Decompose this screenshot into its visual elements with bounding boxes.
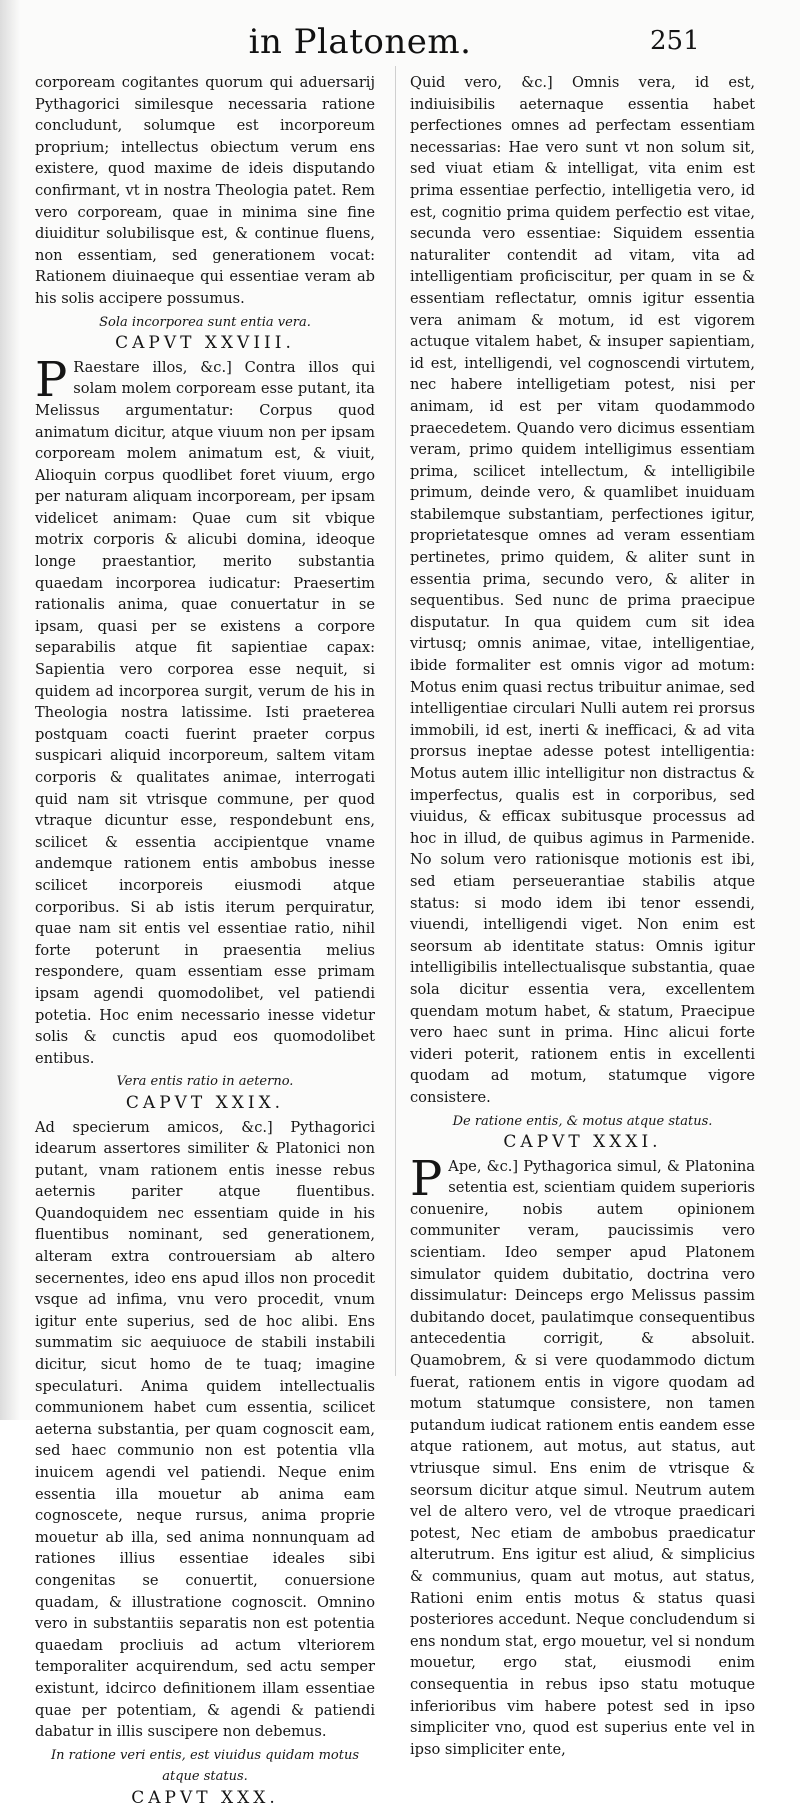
heading-caput-30: CAPVT XXX. bbox=[131, 1787, 279, 1808]
heading-caput-31: CAPVT XXXI. bbox=[503, 1132, 662, 1153]
page-gutter-shadow bbox=[0, 0, 20, 1420]
rubric-caput-31: De ratione entis, & motus atque status. bbox=[452, 1113, 713, 1129]
rubric-caput-28: Sola incorporea sunt entia vera. bbox=[99, 314, 311, 330]
column-divider bbox=[395, 66, 396, 1376]
heading-caput-28: CAPVT XXVIII. bbox=[115, 333, 295, 354]
running-title: in Platonem. bbox=[248, 22, 472, 62]
drop-cap-28: P bbox=[35, 351, 68, 408]
right-paragraph-2 bbox=[410, 1150, 755, 1761]
rubric-caput-29: Vera entis ratio in aeterno. bbox=[116, 1074, 294, 1090]
left-paragraph-3: Ad specierum amicos, &c.] Pythagorici idearum assertores similiter & Platonici non putant, vnam rationem entis inesse rebus aeternis pariter atque fluentibus. Quandoquidem nec essentiam quide in his fluentibus nominant, sed generationem, alteram extra controuersiam ab altero secernentes, ideo ens apud illos non procedit vsque ad infima, vnu vero procedit, vnum igitur ente superius, sed de hoc alibi. Ens summatim sic aequiuoce de stabili instabili dicitur, sicut homo de te tuaq; imagine speculaturi. Anima quidem intellectualis communionem habet cum essentia, scilicet aeterna substantia, per quam cognoscit eam, sed haec communio non est potentia vlla inuicem agendi vel patiendi. Neque enim essentia illa mouetur ab anima eam cognoscete, neque rursus, anima proprie mouetur ab illa, sed anima nonnunquam ad rationes illius essentiae ideales sibi congenitas se conuertit, conuersione quadam, & illustratione cognoscit. Omnino vero in substantiis separatis non est potentia quaedam procliuis ad actum vlteriorem temporaliter acquirendum, sed actu semper existunt, idcirco definitionem illam essentiae quae per potentiam, & agendi & patiendi dabatur in illis suscipere non debemus. bbox=[35, 1118, 375, 1741]
left-paragraph-2-text: Raestare illos, &c.] Contra illos qui solam molem corpoream esse putant, ita Melissus argumentatur: Corpus quod animatum dicitur, atque viuum non per ipsam corpoream molem animatum est, & viuit, Alioquin corpus quodlibet foret viuum, ergo per naturam aliquam incorpoream, per ipsam videlicet animam: Quae cum sit vbique motrix corporis & alicubi domina, ideoque longe praestantior, merito substantia quaedam incorporea iudicatur: Praesertim rationalis anima, quae conuertatur in se ipsam, quasi per se existens a corpore separabilis atque fit sapientiae capax: Sapientia vero corporea esse nequit, si quidem ad incorporea surgit, verum de his in Theologia nostra latissime. Isti praeterea postquam coacti fuerint praeter corpus suspicari aliquid incorporeum, saltem vitam corporis & qualitates animae, interrogati quid nam sit vtrisque commune, per quod vtraque dicuntur esse, respondebunt ens, scilicet & essentia accipientque vname andemque rationem entis ambobus inesse scilicet incorporeis eiusmodi atque corporibus. Si ab istis iterum perquiratur, quae nam sit entis vel essentiae ratio, nihil forte poterunt in praesentia melius respondere, quam essentiam esse primam ipsam agendi quomodolibet, vel patiendi potetia. Hoc enim necessario inesse videtur solis & cunctis apud eos quomodolibet entibus. bbox=[35, 358, 375, 1067]
left-paragraph-1: corpoream cogitantes quorum qui aduersarij Pythagorici similesque necessaria ratione concludunt, solumque est incorporeum proprium; intellectus obiectum verum ens existere, quod maxime de ideis disputando confirmant, vt in nostra Theologia patet. Rem vero corpoream, quae in minima sine fine diuiditur solubilisque est, & continue fluens, non essentiam, sed generationem vocat: Rationem diuinaeque qui essentiae veram ab his solis accipere possumus. bbox=[35, 74, 375, 307]
right-column bbox=[410, 72, 755, 1760]
page-number: 251 bbox=[650, 26, 700, 56]
left-column bbox=[35, 72, 375, 1812]
drop-cap-31: P bbox=[410, 1150, 443, 1207]
rubric-caput-30: In ratione veri entis, est viuidus quidam motus atque status. bbox=[51, 1747, 359, 1785]
heading-caput-29: CAPVT XXIX. bbox=[125, 1092, 285, 1113]
left-paragraph-2 bbox=[35, 351, 375, 1070]
right-paragraph-2-text: Ape, &c.] Pythagorica simul, & Platonina setentia est, scientiam quidem superioris conuenire, nobis autem opinionem communiter veram, paucissimis vero scientiam. Ideo semper apud Platonem simulator quidem dubitatio, doctrina vero dissimulatur: Deinceps ergo Melissus passim dubitando docet, paulatimque consequentibus antecedentia corrigit, & absoluit. Quamobrem, & si vere quodammodo dictum fuerat, rationem entis in vigore quodam ad motum statumque consistere, non tamen putandum iudicat rationem entis eandem esse atque rationem, aut motus, aut status, aut vtriusque simul. Ens enim de vtrisque & seorsum dicitur atque simul. Neutrum autem vel de altero vero, vel de vtroque praedicari potest, Nec etiam de ambobus praedicatur alterutrum. Ens igitur est aliud, & simplicius & communius, quam aut motus, aut status, Rationi enim entis motus & status quasi posteriores accedunt. Neque concludendum si ens nondum stat, ergo mouetur, vel si nondum mouetur, ergo stat, eiusmodi enim consequentia in rebus ipso statu motuque inferioribus vim habere potest sed in ipso simpliciter vno, quod est superius ente vel in ipso simpliciter ente, bbox=[410, 1157, 755, 1758]
right-paragraph-1: Quid vero, &c.] Omnis vera, id est, indiuisibilis aeternaque essentia habet perfectiones omnes ad perfectam essentiam necessarias: Hae vero sunt vt non solum sit, sed viuat etiam & intelligat, vita enim est prima essentiae perfectio, intelligetia vero, id est, cognitio prima quidem perfectio est vitae, secunda vero essentiae: Siquidem essentia naturaliter contendit ad vitam, vita ad intelligentiam proficiscitur, per quam in se & essentiam reflectatur, omnis igitur essentia vera animam & motum, id est vigorem actuque vitalem habet, & insuper sapientiam, id est, intelligendi, vel cognoscendi virtutem, nec habere intelligetiam potest, nisi per animam, id est per vitam quodammodo praecedetem. Quando vero dicimus essentiam veram, primo quidem intelligimus essentiam prima, scilicet intellectum, & intelligibile primum, deinde vero, & quamlibet inuiduam stabilemque substantiam, perfectiones igitur, proprietatesque omnes ad veram essentiam pertinetes, primo quidem, & aliter sunt in essentia prima, secundo vero, & aliter in sequentibus. Sed nunc de prima praecipue disputatur. In qua quidem cum sit idea virtusq; omnis animae, vitae, intelligentiae, ibide formaliter est omnis vigor ad motum: Motus enim quasi rectus tribuitur animae, sed intelligentiae circulari Nulli autem rei prorsus immobili, id est, inerti & inefficaci, & ad vita prorsus ineptae adesse potest intelligentia: Motus autem illic intelligitur non distractus & imperfectus, qualis est in corporibus, sed viuidus, & efficax subitusque processus ad hoc in illud, de quibus agimus in Parmenide. No solum vero rationisque motionis est ibi, sed etiam perseuerantiae stabilis atque status: si modo idem ibi tenor essendi, viuendi, intelligendi viget. Non enim est seorsum ab identitate status: Omnis igitur intelligibilis intellectualisque substantia, quae sola dicitur essentia vera, excellentem quendam motum habet, & statum, Praecipue vero haec sunt in prima. Hinc alicui forte videri poterit, rationem entis in excellenti quodam ad motum, statumque vigore consistere. bbox=[410, 74, 755, 1106]
